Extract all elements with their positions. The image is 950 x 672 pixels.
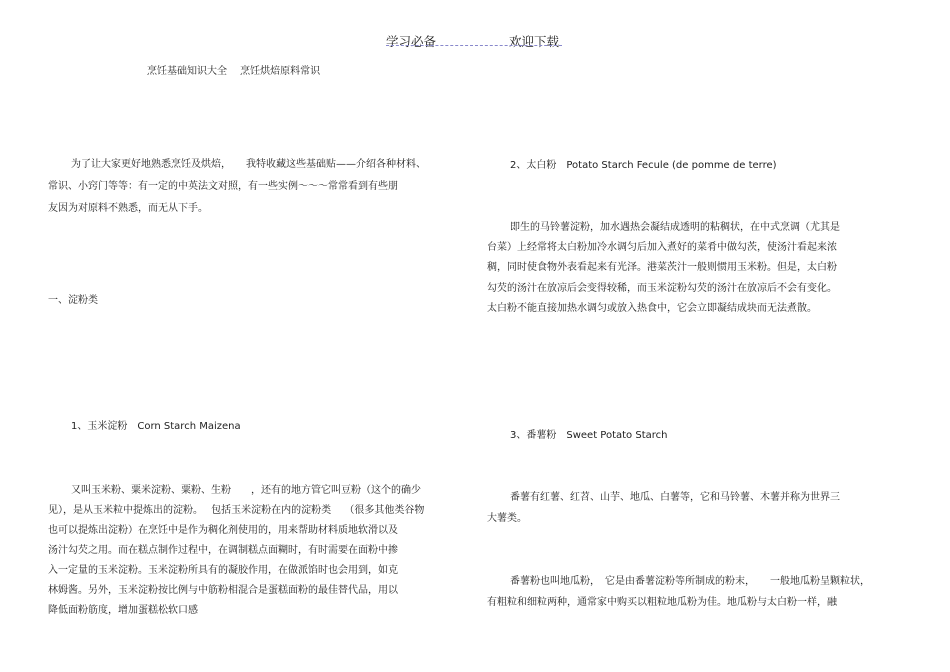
header-underline bbox=[386, 45, 562, 46]
body-line: 林姆酱。另外，玉米淀粉按比例与中筋粉相混合是蛋糕面粉的最佳替代品，用以 bbox=[48, 585, 398, 596]
body-line: 番薯有红薯、红苕、山芋、地瓜、白薯等，它和马铃薯、木薯并称为世界三 bbox=[510, 492, 840, 503]
body-line: 大薯类。 bbox=[487, 513, 527, 524]
item-title: 2、太白粉 Potato Starch Fecule (de pomme de terre) bbox=[510, 160, 777, 171]
body-line: 见），是从玉米粒中提炼出的淀粉。 包括玉米淀粉在内的淀粉类 （很多其他类谷物 bbox=[48, 505, 425, 516]
body-line: 太白粉不能直接加热水调匀或放入热食中，它会立即凝结成块而无法煮散。 bbox=[487, 303, 817, 314]
document-subtitle: 烹饪基础知识大全 烹饪烘焙原料常识 bbox=[147, 66, 321, 77]
body-line: 又叫玉米粉、粟米淀粉、粟粉、生粉 ，还有的地方管它叫豆粉（这个的确少 bbox=[71, 485, 421, 496]
body-line: 勾芡的汤汁在放凉后会变得较稀，而玉米淀粉勾芡的汤汁在放凉后不会有变化。 bbox=[487, 283, 837, 294]
body-line: 降低面粉筋度，增加蛋糕松软口感 bbox=[48, 605, 198, 616]
header-left: 学习必备 bbox=[386, 34, 437, 49]
intro-line: 为了让大家更好地熟悉烹饪及烘焙， 我特收藏这些基础贴——介绍各种材料、 bbox=[71, 159, 426, 170]
item-title: 1、玉米淀粉 Corn Starch Maizena bbox=[71, 421, 241, 432]
body-line: 有粗粒和细粒两种，通常家中购买以粗粒地瓜粉为佳。地瓜粉与太白粉一样，融 bbox=[487, 597, 837, 608]
body-line: 即生的马铃薯淀粉，加水遇热会凝结成透明的粘稠状，在中式烹调（尤其是 bbox=[510, 222, 840, 233]
body-line: 入一定量的玉米淀粉。玉米淀粉所具有的凝胶作用，在做派馅时也会用到，如克 bbox=[48, 565, 398, 576]
body-line: 汤汁勾芡之用。而在糕点制作过程中，在调制糕点面糊时，有时需要在面粉中掺 bbox=[48, 545, 398, 556]
intro-line: 常识、小窍门等等：有一定的中英法文对照，有一些实例～～～常常看到有些朋 bbox=[48, 181, 398, 192]
item-title: 3、番薯粉 Sweet Potato Starch bbox=[510, 430, 668, 441]
header-right: 欢迎下载 bbox=[509, 34, 560, 49]
body-line: 台菜）上经常将太白粉加冷水调匀后加入煮好的菜肴中做勾茨，使汤汁看起来浓 bbox=[487, 242, 837, 253]
body-line: 稠，同时使食物外表看起来有光泽。港菜茨汁一般则惯用玉米粉。但是，太白粉 bbox=[487, 262, 837, 273]
body-line: 番薯粉也叫地瓜粉， 它是由番薯淀粉等所制成的粉末， 一般地瓜粉呈颗粒状， bbox=[510, 576, 870, 587]
body-line: 也可以提炼出淀粉）在烹饪中是作为稠化剂使用的，用来帮助材料质地软滑以及 bbox=[48, 525, 398, 536]
intro-line: 友因为对原料不熟悉，而无从下手。 bbox=[48, 203, 208, 214]
section-heading: 一、淀粉类 bbox=[48, 295, 98, 306]
